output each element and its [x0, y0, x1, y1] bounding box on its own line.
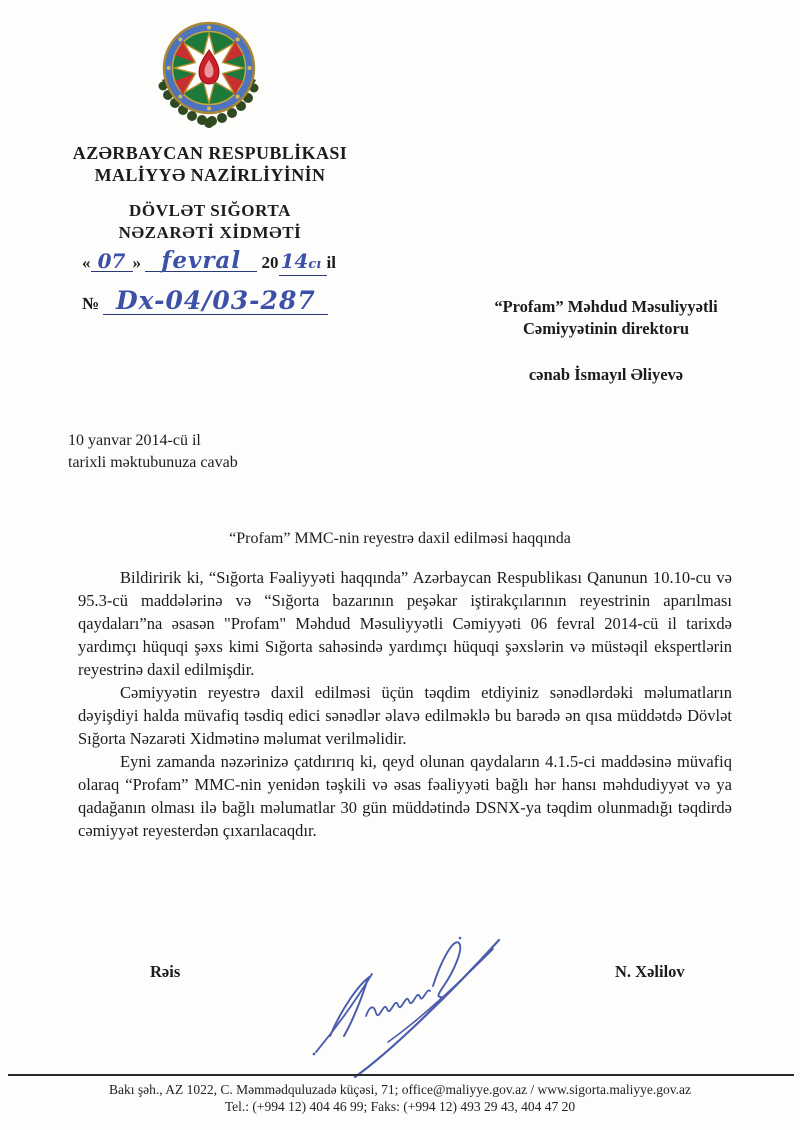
open-guillemet: « — [82, 253, 91, 272]
year-prefix: 20 — [261, 253, 279, 272]
signer-name: N. Xəlilov — [615, 962, 685, 981]
azerbaijan-state-emblem-icon — [148, 16, 270, 136]
org-country-line: AZƏRBAYCAN RESPUBLİKASI — [72, 143, 348, 163]
close-guillemet: » — [132, 253, 141, 272]
body-paragraph-2: Cəmiyyətin reyestrə daxil edilməsi üçün təqdim etdiyiniz sənədlərdəki məlumatların dəyişdiyi halda müvafiq təsdiq edici sənədlər əlavə edilməklə bu barədə ən qısa müddətdə Dövlət Sığorta Nəzarəti Xidmətinə məlumat verilməlidir. — [78, 683, 732, 748]
il-label: il — [326, 253, 336, 272]
handwritten-year: 14 — [280, 249, 309, 273]
footer-phone-line: Tel.: (+994 12) 404 46 99; Faks: (+994 12) 493 29 43, 404 47 20 — [224, 1099, 576, 1114]
handwritten-year-suffix: cı — [308, 257, 322, 272]
recipient-person: cənab İsmayıl Əliyevə — [528, 365, 684, 384]
footer-address-line: Bakı şəh., AZ 1022, C. Məmmədquluzadə küçəsi, 71; office@maliyye.gov.az / www.sigorta.maliyye.gov.az — [108, 1082, 692, 1097]
org-service-line1: DÖVLƏT SIĞORTA — [129, 201, 291, 220]
recipient-company-line2: Cəmiyyətinin direktoru — [522, 319, 690, 338]
body-paragraph-1: Bildiririk ki, “Sığorta Fəaliyyəti haqqında” Azərbaycan Respublikası Qanunun 10.10-cu və 95.3-cü maddələrinə və “Sığorta bazarının peşəkar iştirakçılarının reyestrinin aparılması qaydaları”na əsasən "Profam" Məhdud Məsuliyyətli Cəmiyyəti 06 fevral 2014-cü il tarixdə yardımçı hüquqi şəxs kimi Sığorta sahəsində yardımçı hüquqi şəxslərin və müstəqil ekspertlərin reyestrinə daxil edilmişdir. — [78, 568, 732, 679]
signer-title: Rəis — [150, 962, 181, 981]
recipient-company-line1: “Profam” Məhdud Məsuliyyətli — [494, 297, 718, 316]
handwritten-signature — [300, 924, 524, 1078]
reference-date: 10 yanvar 2014-cü il — [68, 432, 201, 449]
letter-body — [78, 566, 732, 842]
recipient-block — [450, 296, 762, 386]
letterhead-org-block — [50, 142, 370, 244]
reference-block — [68, 430, 238, 474]
handwritten-document-number: Dx-04/03-287 — [103, 288, 328, 315]
reference-note: tarixli məktubunuza cavab — [68, 454, 238, 471]
handwritten-month: fevral — [145, 250, 257, 272]
document-number-line — [82, 288, 412, 315]
org-ministry-line: MALİYYƏ NAZİRLİYİNİN — [94, 165, 326, 185]
subject-line: “Profam” MMC-nin reyestrə daxil edilməsi haqqında — [229, 530, 571, 547]
number-symbol: № — [82, 294, 100, 313]
org-service-line2: NƏZARƏTİ XİDMƏTİ — [118, 223, 302, 242]
handwritten-day: 07 — [91, 251, 133, 272]
body-paragraph-3: Eyni zamanda nəzərinizə çatdırırıq ki, qeyd olunan qaydaların 4.1.5-ci maddəsinə müvafiq olaraq “Profam” MMC-nin yenidən təşkili və əsas fəaliyyəti bağlı hər hansı məhdudiyyət və ya qadağanın olması ilə bağlı məlumatlar 30 gün müddətində DSNX-ya təqdim olunmadığı təqdirdə cəmiyyət reyesterdən çıxarılacaqdır. — [78, 752, 732, 840]
footer-contact-block — [0, 1081, 800, 1115]
date-line — [82, 247, 412, 276]
footer-divider — [8, 1074, 794, 1076]
